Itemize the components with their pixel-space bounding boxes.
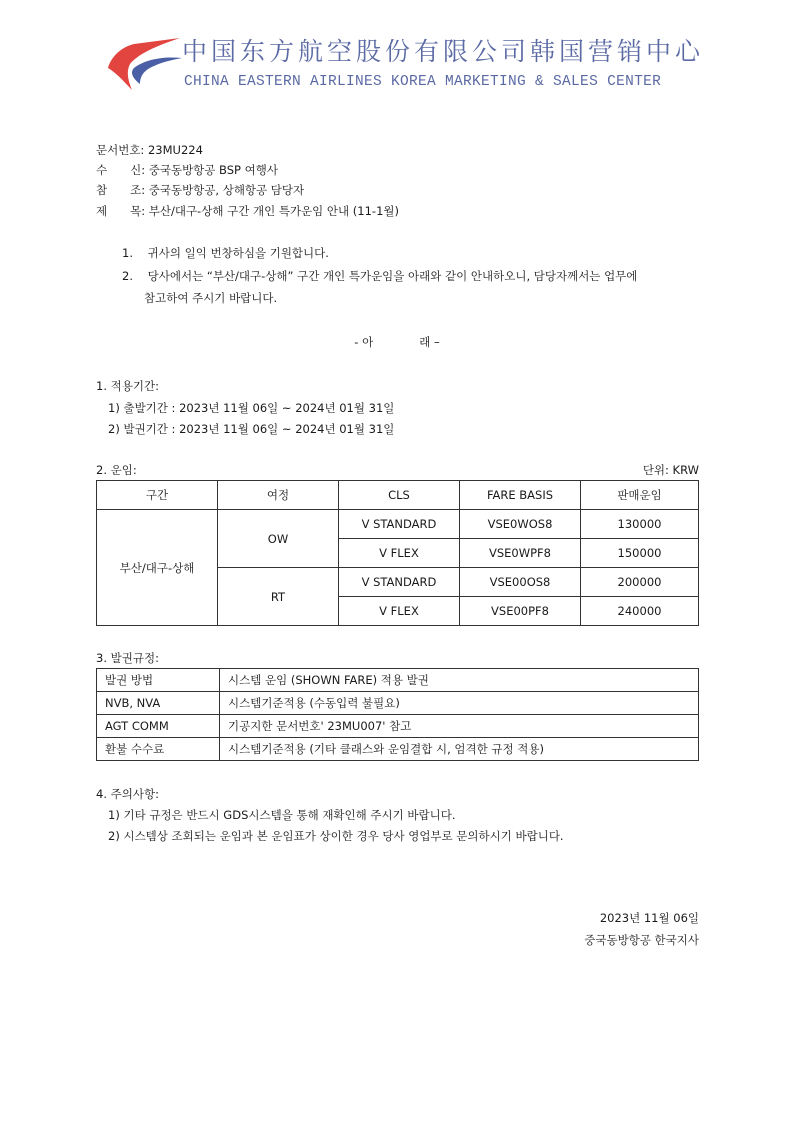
sender: 중국동방항공 한국지사 xyxy=(584,933,699,947)
fare-basis-cell: VSE00OS8 xyxy=(460,568,581,597)
reference-label: 참 조: xyxy=(96,183,146,197)
doc-number-label: 문서번호: xyxy=(96,143,145,157)
doc-number: 23MU224 xyxy=(147,143,203,157)
price-cell: 150000 xyxy=(581,539,699,568)
subject-line xyxy=(96,203,399,219)
reference: 중국동방항공, 상해항공 담당자 xyxy=(148,183,305,197)
table-row xyxy=(97,669,699,692)
fare-basis-cell: VSE0WOS8 xyxy=(460,510,581,539)
rule-value: 시스템 운임 (SHOWN FARE) 적용 발권 xyxy=(220,669,699,692)
ticketing-period: 2) 발권기간 : 2023년 11월 06일 ~ 2024년 01월 31일 xyxy=(108,422,395,436)
price-cell: 240000 xyxy=(581,597,699,626)
cls-cell: V FLEX xyxy=(339,539,460,568)
letterhead-title-cn: 中国东方航空股份有限公司韩国营销中心 xyxy=(182,37,705,66)
fare-table-header xyxy=(97,481,699,510)
cls-cell: V STANDARD xyxy=(339,568,460,597)
col-cls: CLS xyxy=(339,481,460,510)
trip-cell: RT xyxy=(218,568,339,626)
rule-label: 환불 수수료 xyxy=(97,738,220,761)
price-cell: 200000 xyxy=(581,568,699,597)
cls-cell: V FLEX xyxy=(339,597,460,626)
currency-unit: 단위: KRW xyxy=(642,463,699,477)
col-price: 판매운임 xyxy=(581,481,699,510)
route-cell: 부산/대구-상해 xyxy=(97,510,218,626)
col-trip: 여정 xyxy=(218,481,339,510)
subject-label: 제 목: xyxy=(96,204,146,218)
intro-item-2-cont: 참고하여 주시기 바랍니다. xyxy=(144,291,278,305)
rule-label: 발권 방법 xyxy=(97,669,220,692)
table-row xyxy=(97,738,699,761)
rule-value: 시스템기준적용 (수동입력 불필요) xyxy=(220,692,699,715)
caution-item-1: 1) 기타 규정은 반드시 GDS시스템을 통해 재확인해 주시기 바랍니다. xyxy=(108,808,456,822)
reference-line xyxy=(96,182,304,198)
fare-basis-cell: VSE00PF8 xyxy=(460,597,581,626)
recipient: 중국동방항공 BSP 여행사 xyxy=(148,163,278,177)
issue-date: 2023년 11월 06일 xyxy=(599,911,699,925)
section1-title: 1. 적용기간: xyxy=(96,379,159,393)
recipient-line xyxy=(96,162,278,178)
table-row xyxy=(97,510,699,539)
doc-number-line xyxy=(96,142,203,158)
trip-cell: OW xyxy=(218,510,339,568)
table-row xyxy=(97,715,699,738)
subject: 부산/대구-상해 구간 개인 특가운임 안내 (11-1월) xyxy=(148,204,399,218)
col-fare-basis: FARE BASIS xyxy=(460,481,581,510)
recipient-label: 수 신: xyxy=(96,163,146,177)
col-route: 구간 xyxy=(97,481,218,510)
intro-item-2 xyxy=(122,268,637,284)
rule-value: 시스템기준적용 (기타 클래스와 운임결합 시, 엄격한 규정 적용) xyxy=(220,738,699,761)
caution-item-2: 2) 시스템상 조회되는 운임과 본 운임표가 상이한 경우 당사 영업부로 문의하시기 바랍니다. xyxy=(108,829,564,843)
cls-cell: V STANDARD xyxy=(339,510,460,539)
intro-text: 당사에서는 “부산/대구-상해” 구간 개인 특가운임을 아래와 같이 안내하오니, 담당자께서는 업무에 xyxy=(147,269,638,283)
china-eastern-logo-icon xyxy=(104,34,184,92)
table-row xyxy=(97,692,699,715)
intro-item-1 xyxy=(122,245,329,261)
fare-table xyxy=(96,480,699,626)
letterhead-title-en: CHINA EASTERN AIRLINES KOREA MARKETING & SALES CENTER xyxy=(184,74,662,90)
price-cell: 130000 xyxy=(581,510,699,539)
rule-label: AGT COMM xyxy=(97,715,220,738)
letterhead xyxy=(104,30,704,100)
section4-title: 4. 주의사항: xyxy=(96,787,159,801)
rule-value: 기공지한 문서번호' 23MU007' 참고 xyxy=(220,715,699,738)
intro-num: 1. xyxy=(122,246,133,260)
departure-period: 1) 출발기간 : 2023년 11월 06일 ~ 2024년 01월 31일 xyxy=(108,401,395,415)
fare-basis-cell: VSE0WPF8 xyxy=(460,539,581,568)
section3-title: 3. 발권규정: xyxy=(96,651,159,665)
intro-text: 귀사의 일익 번창하심을 기원합니다. xyxy=(147,246,329,260)
section2-title: 2. 운임: xyxy=(96,463,137,477)
intro-num: 2. xyxy=(122,269,133,283)
notice-title: - 아 래 – xyxy=(354,335,440,349)
rule-label: NVB, NVA xyxy=(97,692,220,715)
ticketing-rules-table xyxy=(96,668,699,761)
